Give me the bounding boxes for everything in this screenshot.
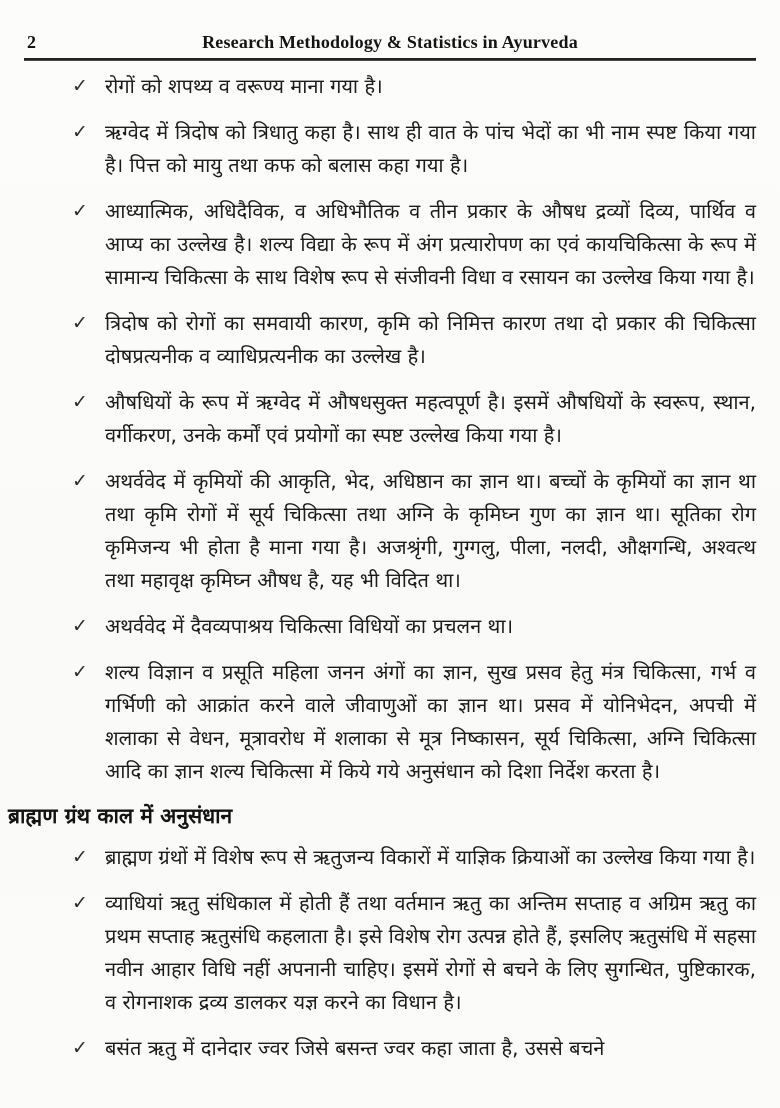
section-heading-brahman-granth: ब्राह्मण ग्रंथ काल में अनुसंधान (8, 804, 233, 828)
list-item (72, 656, 756, 788)
bullet-text: शल्य विज्ञान व प्रसूति महिला जनन अंगों का ज्ञान, सुख प्रसव हेतु मंत्र चिकित्सा, गर्भ व गर्भिणी को आक्रांत करने वाले जीवाणुओं का ज्ञान था। प्रसव में योनिभेदन, अपची में शलाका से वेधन, मूत्रावरोध में शलाका से मूत्र निष्कासन, सूर्य चिकित्सा, अग्नि चिकित्सा आदि का ज्ञान शल्य चिकित्सा में किये गये अनुसंधान को दिशा निर्देश करता है। (105, 660, 756, 783)
checkmark-icon: ✓ (72, 312, 88, 334)
checkmark-icon: ✓ (72, 470, 88, 492)
list-item (72, 841, 756, 874)
list-item (72, 195, 756, 294)
page-number: 2 (27, 32, 36, 52)
list-item (72, 307, 756, 373)
bullet-text: ब्राह्मण ग्रंथों में विशेष रूप से ऋतुजन्य विकारों में याज्ञिक क्रियाओं का उल्लेख किया गया है। (105, 845, 756, 869)
checkmark-icon: ✓ (72, 615, 88, 637)
list-item (72, 1032, 756, 1065)
bullet-text: अथर्ववेद में कृमियों की आकृति, भेद, अधिष्ठान का ज्ञान था। बच्चों के कृमियों का ज्ञान था तथा कृमि रोगों में सूर्य चिकित्सा तथा अग्नि के कृमिघ्न गुण का ज्ञान था। सूतिका रोग कृमिजन्य भी होता है माना गया है। अजश्रृंगी, गुग्गलु, पीला, नलदी, औक्षगन्धि, अश्वत्थ तथा महावृक्ष कृमिघ्न औषध है, यह भी विदित था। (105, 469, 756, 592)
list-item (72, 386, 756, 452)
bullet-text: औषधियों के रूप में ऋग्वेद में औषधसुक्त महत्वपूर्ण है। इसमें औषधियों के स्वरूप, स्थान, वर्गीकरण, उनके कर्मों एवं प्रयोगों का स्पष्ट उल्लेख किया गया है। (105, 390, 756, 447)
list-item (72, 116, 756, 182)
bullet-text: त्रिदोष को रोगों का समवायी कारण, कृमि को निमित्त कारण तथा दो प्रकार की चिकित्सा दोषप्रत्यनीक व व्याधिप्रत्यनीक का उल्लेख है। (105, 311, 756, 368)
checkmark-icon: ✓ (72, 391, 88, 413)
page-title: Research Methodology & Statistics in Ayurveda (202, 32, 578, 52)
page-body (0, 60, 780, 1065)
checkmark-icon: ✓ (72, 661, 88, 683)
checkmark-icon: ✓ (72, 1037, 88, 1059)
bullet-text: आध्यात्मिक, अधिदैविक, व अधिभौतिक व तीन प्रकार के औषध द्रव्यों दिव्य, पार्थिव व आप्य का उल्लेख है। शल्य विद्या के रूप में अंग प्रत्यारोपण का एवं कायचिकित्सा के रूप में सामान्य चिकित्सा के साथ विशेष रूप से संजीवनी विधा व रसायन का उल्लेख किया गया है। (105, 199, 756, 289)
bullet-text: अथर्ववेद में दैवव्यपाश्रय चिकित्सा विधियों का प्रचलन था। (105, 614, 514, 638)
list-item (72, 465, 756, 597)
checkmark-icon: ✓ (72, 75, 88, 97)
bullet-text: व्याधियां ऋतु संधिकाल में होती हैं तथा वर्तमान ऋतु का अन्तिम सप्ताह व अग्रिम ऋतु का प्रथम सप्ताह ऋतुसंधि कहलाता है। इसे विशेष रोग उत्पन्न होते हैं, इसलिए ऋतुसंधि में सहसा नवीन आहार विधि नहीं अपनानी चाहिए। इसमें रोगों से बचने के लिए सुगन्धित, पुष्टिकारक, व रोगनाशक द्रव्य डालकर यज्ञ करने का विधान है। (105, 891, 756, 1014)
bullet-list-vedic (72, 70, 756, 788)
checkmark-icon: ✓ (72, 121, 88, 143)
bullet-text: ऋग्वेद में त्रिदोष को त्रिधातु कहा है। साथ ही वात के पांच भेदों का भी नाम स्पष्ट किया गया है। पित्त को मायु तथा कफ को बलास कहा गया है। (105, 120, 756, 177)
checkmark-icon: ✓ (72, 200, 88, 222)
bullet-text: बसंत ऋतु में दानेदार ज्वर जिसे बसन्त ज्वर कहा जाता है, उससे बचने (105, 1036, 605, 1060)
header-rule (24, 58, 756, 61)
checkmark-icon: ✓ (72, 846, 88, 868)
list-item (72, 610, 756, 643)
checkmark-icon: ✓ (72, 892, 88, 914)
list-item (72, 70, 756, 103)
page-header (0, 0, 780, 60)
bullet-text: रोगों को शपथ्य व वरूण्य माना गया है। (105, 74, 383, 98)
bullet-list-brahman-granth (72, 841, 756, 1065)
list-item (72, 887, 756, 1019)
